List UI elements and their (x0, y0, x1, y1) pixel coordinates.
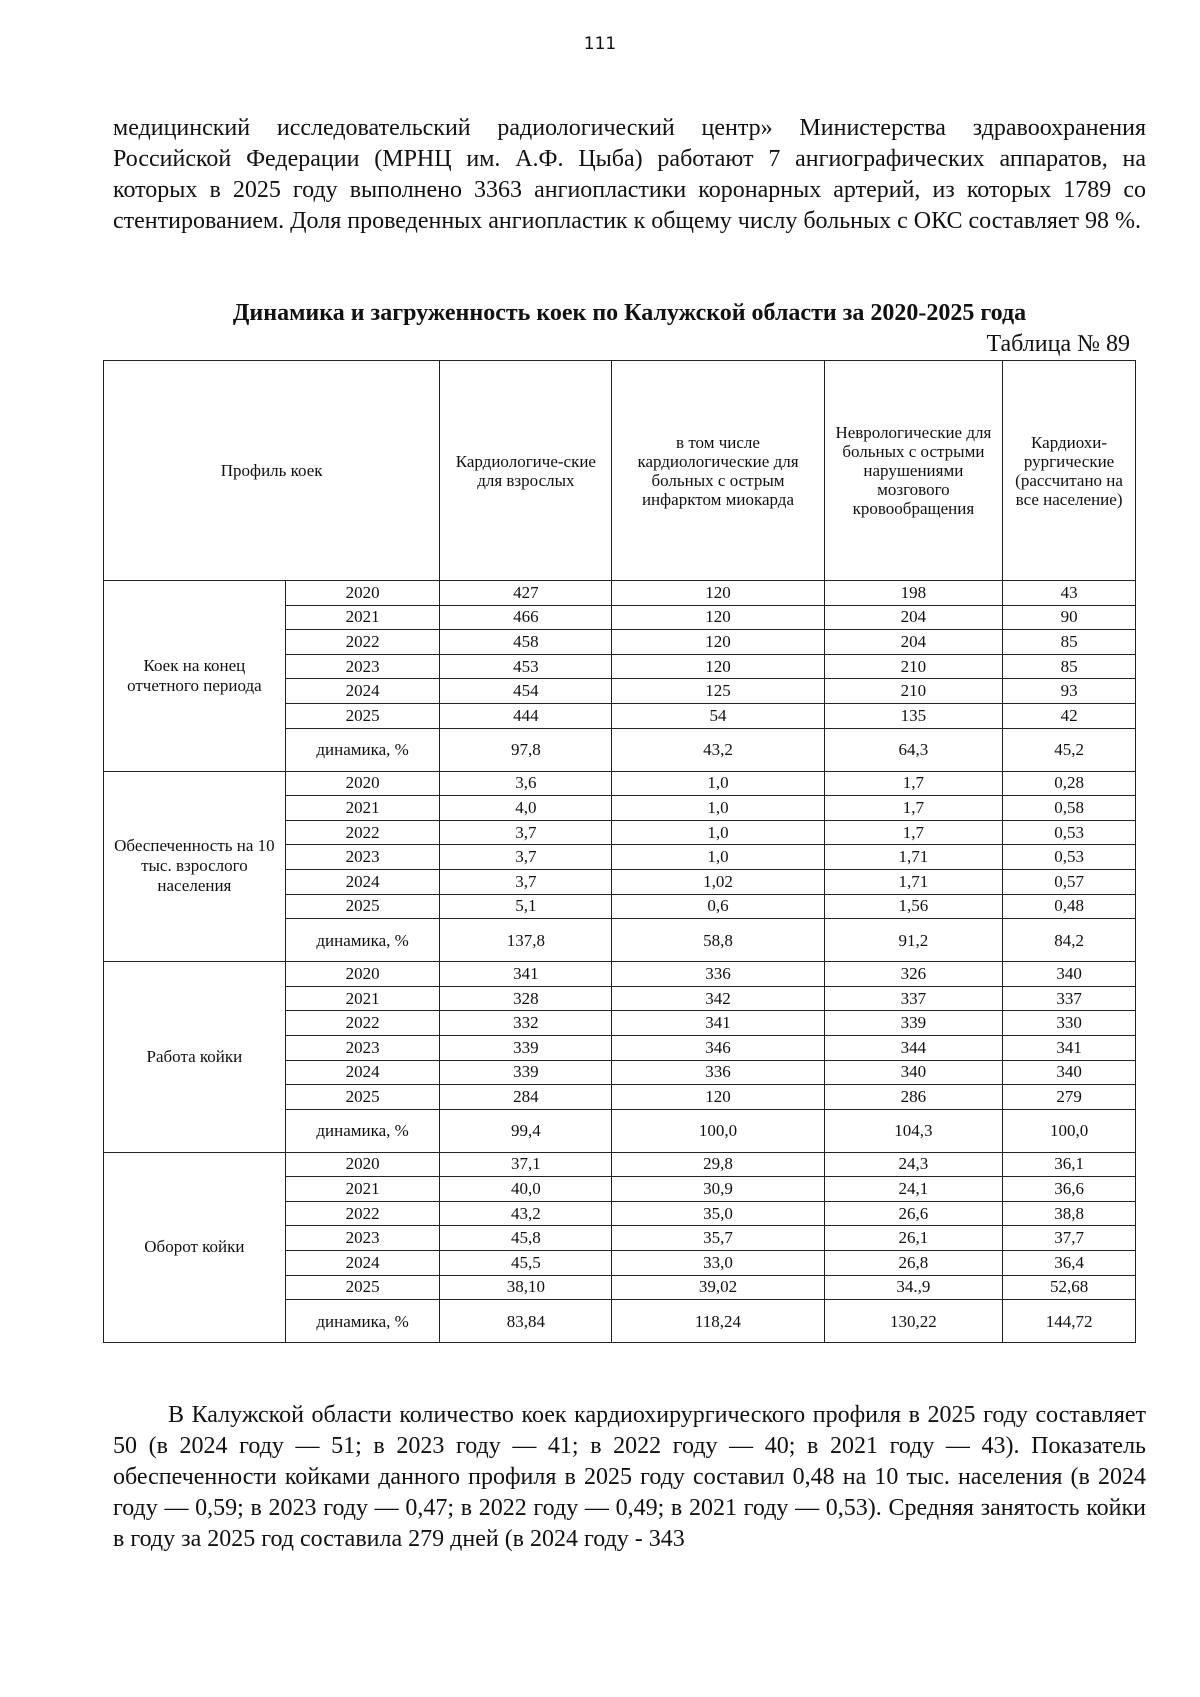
value-cell: 37,1 (440, 1152, 612, 1177)
row-label-cell: 2025 (285, 1085, 440, 1110)
header-neuro-stroke: Неврологические для больных с острыми нарушениями мозгового кровообращения (824, 361, 1003, 581)
value-cell: 453 (440, 654, 612, 679)
value-cell: 1,71 (824, 869, 1003, 894)
value-cell: 35,0 (612, 1201, 824, 1226)
header-cardiosurgery: Кардиохи-рургические (рассчитано на все население) (1003, 361, 1136, 581)
value-cell: 341 (440, 962, 612, 987)
row-label-cell: 2020 (285, 1152, 440, 1177)
value-cell: 0,53 (1003, 845, 1136, 870)
value-cell: 341 (1003, 1035, 1136, 1060)
value-cell: 339 (824, 1011, 1003, 1036)
group-label: Обеспеченность на 10 тыс. взрослого населения (104, 771, 286, 962)
value-cell: 85 (1003, 654, 1136, 679)
value-cell: 337 (1003, 986, 1136, 1011)
row-label-cell: 2025 (285, 894, 440, 919)
row-label-cell: динамика, % (285, 1109, 440, 1152)
value-cell: 91,2 (824, 919, 1003, 962)
value-cell: 36,6 (1003, 1177, 1136, 1202)
value-cell: 458 (440, 630, 612, 655)
value-cell: 336 (612, 1060, 824, 1085)
value-cell: 100,0 (1003, 1109, 1136, 1152)
table-row (104, 581, 1136, 606)
intro-paragraph: медицинский исследовательский радиологический центр» Министерства здравоохранения Российской Федерации (МРНЦ им. А.Ф. Цыба) работают 7 ангиографических аппаратов, на которых в 2025 году выполнено 3363 ангиопластики коронарных артерий, из которых 1789 со стентированием. Доля проведенных ангиопластик к общему числу больных с ОКС составляет 98 %. (113, 115, 1146, 234)
value-cell: 43,2 (440, 1201, 612, 1226)
group-label: Коек на конец отчетного периода (104, 581, 286, 772)
value-cell: 0,57 (1003, 869, 1136, 894)
row-label-cell: 2025 (285, 1275, 440, 1300)
value-cell: 339 (440, 1060, 612, 1085)
value-cell: 210 (824, 679, 1003, 704)
value-cell: 120 (612, 1085, 824, 1110)
value-cell: 85 (1003, 630, 1136, 655)
value-cell: 341 (612, 1011, 824, 1036)
value-cell: 83,84 (440, 1300, 612, 1343)
row-label-cell: динамика, % (285, 919, 440, 962)
value-cell: 336 (612, 962, 824, 987)
row-label-cell: 2021 (285, 796, 440, 821)
value-cell: 330 (1003, 1011, 1136, 1036)
value-cell: 0,53 (1003, 820, 1136, 845)
row-label-cell: 2021 (285, 986, 440, 1011)
value-cell: 1,56 (824, 894, 1003, 919)
value-cell: 0,58 (1003, 796, 1136, 821)
value-cell: 204 (824, 605, 1003, 630)
value-cell: 120 (612, 630, 824, 655)
value-cell: 5,1 (440, 894, 612, 919)
value-cell: 120 (612, 654, 824, 679)
value-cell: 137,8 (440, 919, 612, 962)
value-cell: 340 (824, 1060, 1003, 1085)
value-cell: 344 (824, 1035, 1003, 1060)
value-cell: 97,8 (440, 728, 612, 771)
value-cell: 210 (824, 654, 1003, 679)
group-label: Работа койки (104, 962, 286, 1153)
value-cell: 332 (440, 1011, 612, 1036)
table-row (104, 962, 1136, 987)
group-label: Оборот койки (104, 1152, 286, 1343)
value-cell: 90 (1003, 605, 1136, 630)
value-cell: 444 (440, 703, 612, 728)
value-cell: 26,1 (824, 1226, 1003, 1251)
value-cell: 4,0 (440, 796, 612, 821)
row-label-cell: 2023 (285, 1226, 440, 1251)
row-label-cell: 2021 (285, 1177, 440, 1202)
row-label-cell: 2024 (285, 679, 440, 704)
value-cell: 342 (612, 986, 824, 1011)
value-cell: 1,0 (612, 845, 824, 870)
value-cell: 58,8 (612, 919, 824, 962)
value-cell: 93 (1003, 679, 1136, 704)
value-cell: 3,7 (440, 845, 612, 870)
row-label-cell: 2021 (285, 605, 440, 630)
value-cell: 125 (612, 679, 824, 704)
value-cell: 3,6 (440, 771, 612, 796)
value-cell: 120 (612, 605, 824, 630)
value-cell: 1,02 (612, 869, 824, 894)
page-number: 111 (583, 34, 617, 54)
header-cardio-adult: Кардиологиче-ские для взрослых (440, 361, 612, 581)
table-header-row (104, 361, 1136, 581)
value-cell: 328 (440, 986, 612, 1011)
row-label-cell: 2024 (285, 1060, 440, 1085)
value-cell: 30,9 (612, 1177, 824, 1202)
row-label-cell: 2020 (285, 581, 440, 606)
value-cell: 0,48 (1003, 894, 1136, 919)
row-label-cell: 2022 (285, 1201, 440, 1226)
row-label-cell: 2022 (285, 630, 440, 655)
value-cell: 33,0 (612, 1251, 824, 1276)
header-profile: Профиль коек (104, 361, 440, 581)
value-cell: 1,7 (824, 796, 1003, 821)
value-cell: 340 (1003, 962, 1136, 987)
value-cell: 346 (612, 1035, 824, 1060)
value-cell: 1,0 (612, 820, 824, 845)
row-label-cell: 2023 (285, 1035, 440, 1060)
value-cell: 52,68 (1003, 1275, 1136, 1300)
value-cell: 42 (1003, 703, 1136, 728)
row-label-cell: 2023 (285, 654, 440, 679)
value-cell: 100,0 (612, 1109, 824, 1152)
row-label-cell: 2022 (285, 820, 440, 845)
value-cell: 279 (1003, 1085, 1136, 1110)
value-cell: 1,0 (612, 796, 824, 821)
value-cell: 0,28 (1003, 771, 1136, 796)
value-cell: 286 (824, 1085, 1003, 1110)
value-cell: 340 (1003, 1060, 1136, 1085)
value-cell: 118,24 (612, 1300, 824, 1343)
value-cell: 43,2 (612, 728, 824, 771)
value-cell: 24,1 (824, 1177, 1003, 1202)
value-cell: 36,4 (1003, 1251, 1136, 1276)
bed-statistics-table (103, 360, 1136, 1343)
table-row (104, 771, 1136, 796)
value-cell: 3,7 (440, 820, 612, 845)
value-cell: 26,8 (824, 1251, 1003, 1276)
table-row (104, 1152, 1136, 1177)
value-cell: 466 (440, 605, 612, 630)
header-cardio-infarction: в том числе кардиологические для больных с острым инфарктом миокарда (612, 361, 824, 581)
row-label-cell: 2022 (285, 1011, 440, 1036)
value-cell: 337 (824, 986, 1003, 1011)
value-cell: 39,02 (612, 1275, 824, 1300)
value-cell: 54 (612, 703, 824, 728)
value-cell: 326 (824, 962, 1003, 987)
value-cell: 204 (824, 630, 1003, 655)
value-cell: 36,1 (1003, 1152, 1136, 1177)
value-cell: 1,0 (612, 771, 824, 796)
value-cell: 29,8 (612, 1152, 824, 1177)
value-cell: 38,10 (440, 1275, 612, 1300)
row-label-cell: динамика, % (285, 1300, 440, 1343)
value-cell: 26,6 (824, 1201, 1003, 1226)
row-label-cell: 2024 (285, 869, 440, 894)
value-cell: 45,5 (440, 1251, 612, 1276)
value-cell: 64,3 (824, 728, 1003, 771)
value-cell: 427 (440, 581, 612, 606)
value-cell: 284 (440, 1085, 612, 1110)
value-cell: 339 (440, 1035, 612, 1060)
value-cell: 135 (824, 703, 1003, 728)
value-cell: 34.,9 (824, 1275, 1003, 1300)
value-cell: 45,8 (440, 1226, 612, 1251)
row-label-cell: 2023 (285, 845, 440, 870)
row-label-cell: 2024 (285, 1251, 440, 1276)
value-cell: 99,4 (440, 1109, 612, 1152)
value-cell: 38,8 (1003, 1201, 1136, 1226)
row-label-cell: 2020 (285, 962, 440, 987)
value-cell: 24,3 (824, 1152, 1003, 1177)
table-number: Таблица № 89 (986, 331, 1130, 357)
value-cell: 84,2 (1003, 919, 1136, 962)
value-cell: 37,7 (1003, 1226, 1136, 1251)
value-cell: 1,7 (824, 820, 1003, 845)
value-cell: 454 (440, 679, 612, 704)
row-label-cell: 2025 (285, 703, 440, 728)
table-title: Динамика и загруженность коек по Калужской области за 2020-2025 года (232, 300, 1027, 326)
value-cell: 40,0 (440, 1177, 612, 1202)
value-cell: 1,7 (824, 771, 1003, 796)
closing-paragraph: В Калужской области количество коек кардиохирургического профиля в 2025 году составляет 50 (в 2024 году — 51; в 2023 году — 41; в 2022 году — 40; в 2021 году — 43). Показатель обеспеченности койками данного профиля в 2025 году составил 0,48 на 10 тыс. населения (в 2024 году — 0,59; в 2023 году — 0,47; в 2022 году — 0,49; в 2021 году — 0,53). Средняя занятость койки в году за 2025 год составила 279 дней (в 2024 году - 343 (113, 1402, 1146, 1552)
value-cell: 43 (1003, 581, 1136, 606)
value-cell: 1,71 (824, 845, 1003, 870)
row-label-cell: 2020 (285, 771, 440, 796)
value-cell: 35,7 (612, 1226, 824, 1251)
value-cell: 120 (612, 581, 824, 606)
value-cell: 104,3 (824, 1109, 1003, 1152)
value-cell: 130,22 (824, 1300, 1003, 1343)
value-cell: 144,72 (1003, 1300, 1136, 1343)
value-cell: 3,7 (440, 869, 612, 894)
value-cell: 45,2 (1003, 728, 1136, 771)
value-cell: 0,6 (612, 894, 824, 919)
row-label-cell: динамика, % (285, 728, 440, 771)
value-cell: 198 (824, 581, 1003, 606)
